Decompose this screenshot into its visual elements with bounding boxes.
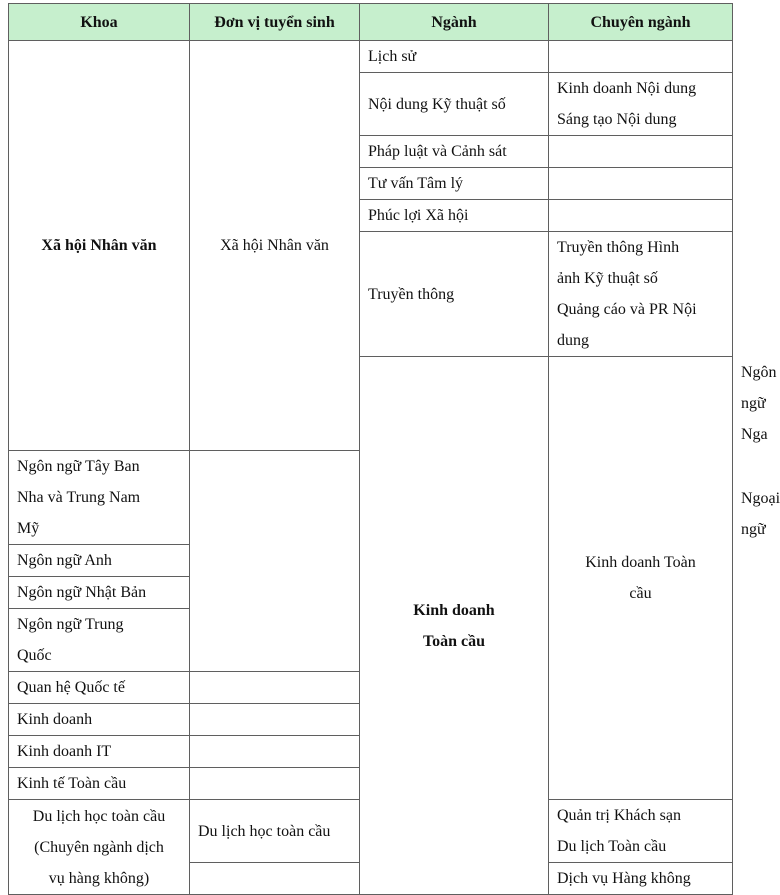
specialization-cell [549, 200, 733, 232]
major-cell: Nội dung Kỹ thuật số [360, 73, 549, 136]
table-row [9, 41, 733, 73]
faculty-cell: Xã hội Nhân văn [9, 41, 190, 451]
specialization-cell: Kinh doanh Nội dung Sáng tạo Nội dung [549, 73, 733, 136]
unit-cell: Xã hội Nhân văn [190, 41, 360, 451]
specialization-cell [549, 41, 733, 73]
major-cell: Kinh doanh [9, 704, 190, 736]
major-cell: Truyền thông [360, 232, 549, 357]
major-cell: Quan hệ Quốc tế [9, 672, 190, 704]
specialization-cell: Truyền thông Hình ảnh Kỹ thuật số Quảng cáo và PR Nội dung [549, 232, 733, 357]
specialization-cell [549, 136, 733, 168]
header-row [9, 4, 733, 41]
major-cell: Tư vấn Tâm lý [360, 168, 549, 200]
faculty-cell: Kinh doanh Toàn cầu [360, 357, 549, 895]
major-cell: Kinh tế Toàn cầu [9, 768, 190, 800]
table-row: Kinh doanh Toàn cầu Kinh doanh Toàn cầu Ngoại ngữ Ngôn ngữ Nga [9, 357, 733, 451]
unit-cell: Kinh doanh Toàn cầu [549, 357, 733, 800]
major-cell [190, 863, 360, 895]
header-specialization: Chuyên ngành [549, 4, 733, 41]
specialization-cell: Ngôn ngữ Tây Ban Nha và Trung Nam Mỹ [9, 451, 190, 545]
header-unit: Đơn vị tuyển sinh [190, 4, 360, 41]
major-cell: Pháp luật và Cảnh sát [360, 136, 549, 168]
specialization-cell [190, 672, 360, 704]
header-faculty: Khoa [9, 4, 190, 41]
specialization-cell [190, 736, 360, 768]
specialization-cell: Ngôn ngữ Trung Quốc [9, 609, 190, 672]
major-cell: Lịch sử [360, 41, 549, 73]
major-cell: Kinh doanh IT [9, 736, 190, 768]
major-cell: Phúc lợi Xã hội [360, 200, 549, 232]
admissions-table [8, 3, 780, 895]
header-major: Ngành [360, 4, 549, 41]
specialization-cell: Ngôn ngữ Anh [9, 545, 190, 577]
specialization-cell: Quản trị Khách sạn Du lịch Toàn cầu [549, 800, 733, 863]
specialization-cell: Dịch vụ Hàng không [549, 863, 733, 895]
specialization-cell [190, 704, 360, 736]
specialization-cell [549, 168, 733, 200]
specialization-cell [190, 768, 360, 800]
unit-cell: Du lịch học toàn cầu (Chuyên ngành dịch vụ hàng không) [9, 800, 190, 895]
major-cell: Du lịch học toàn cầu [190, 800, 360, 863]
specialization-cell: Ngôn ngữ Nhật Bản [9, 577, 190, 609]
